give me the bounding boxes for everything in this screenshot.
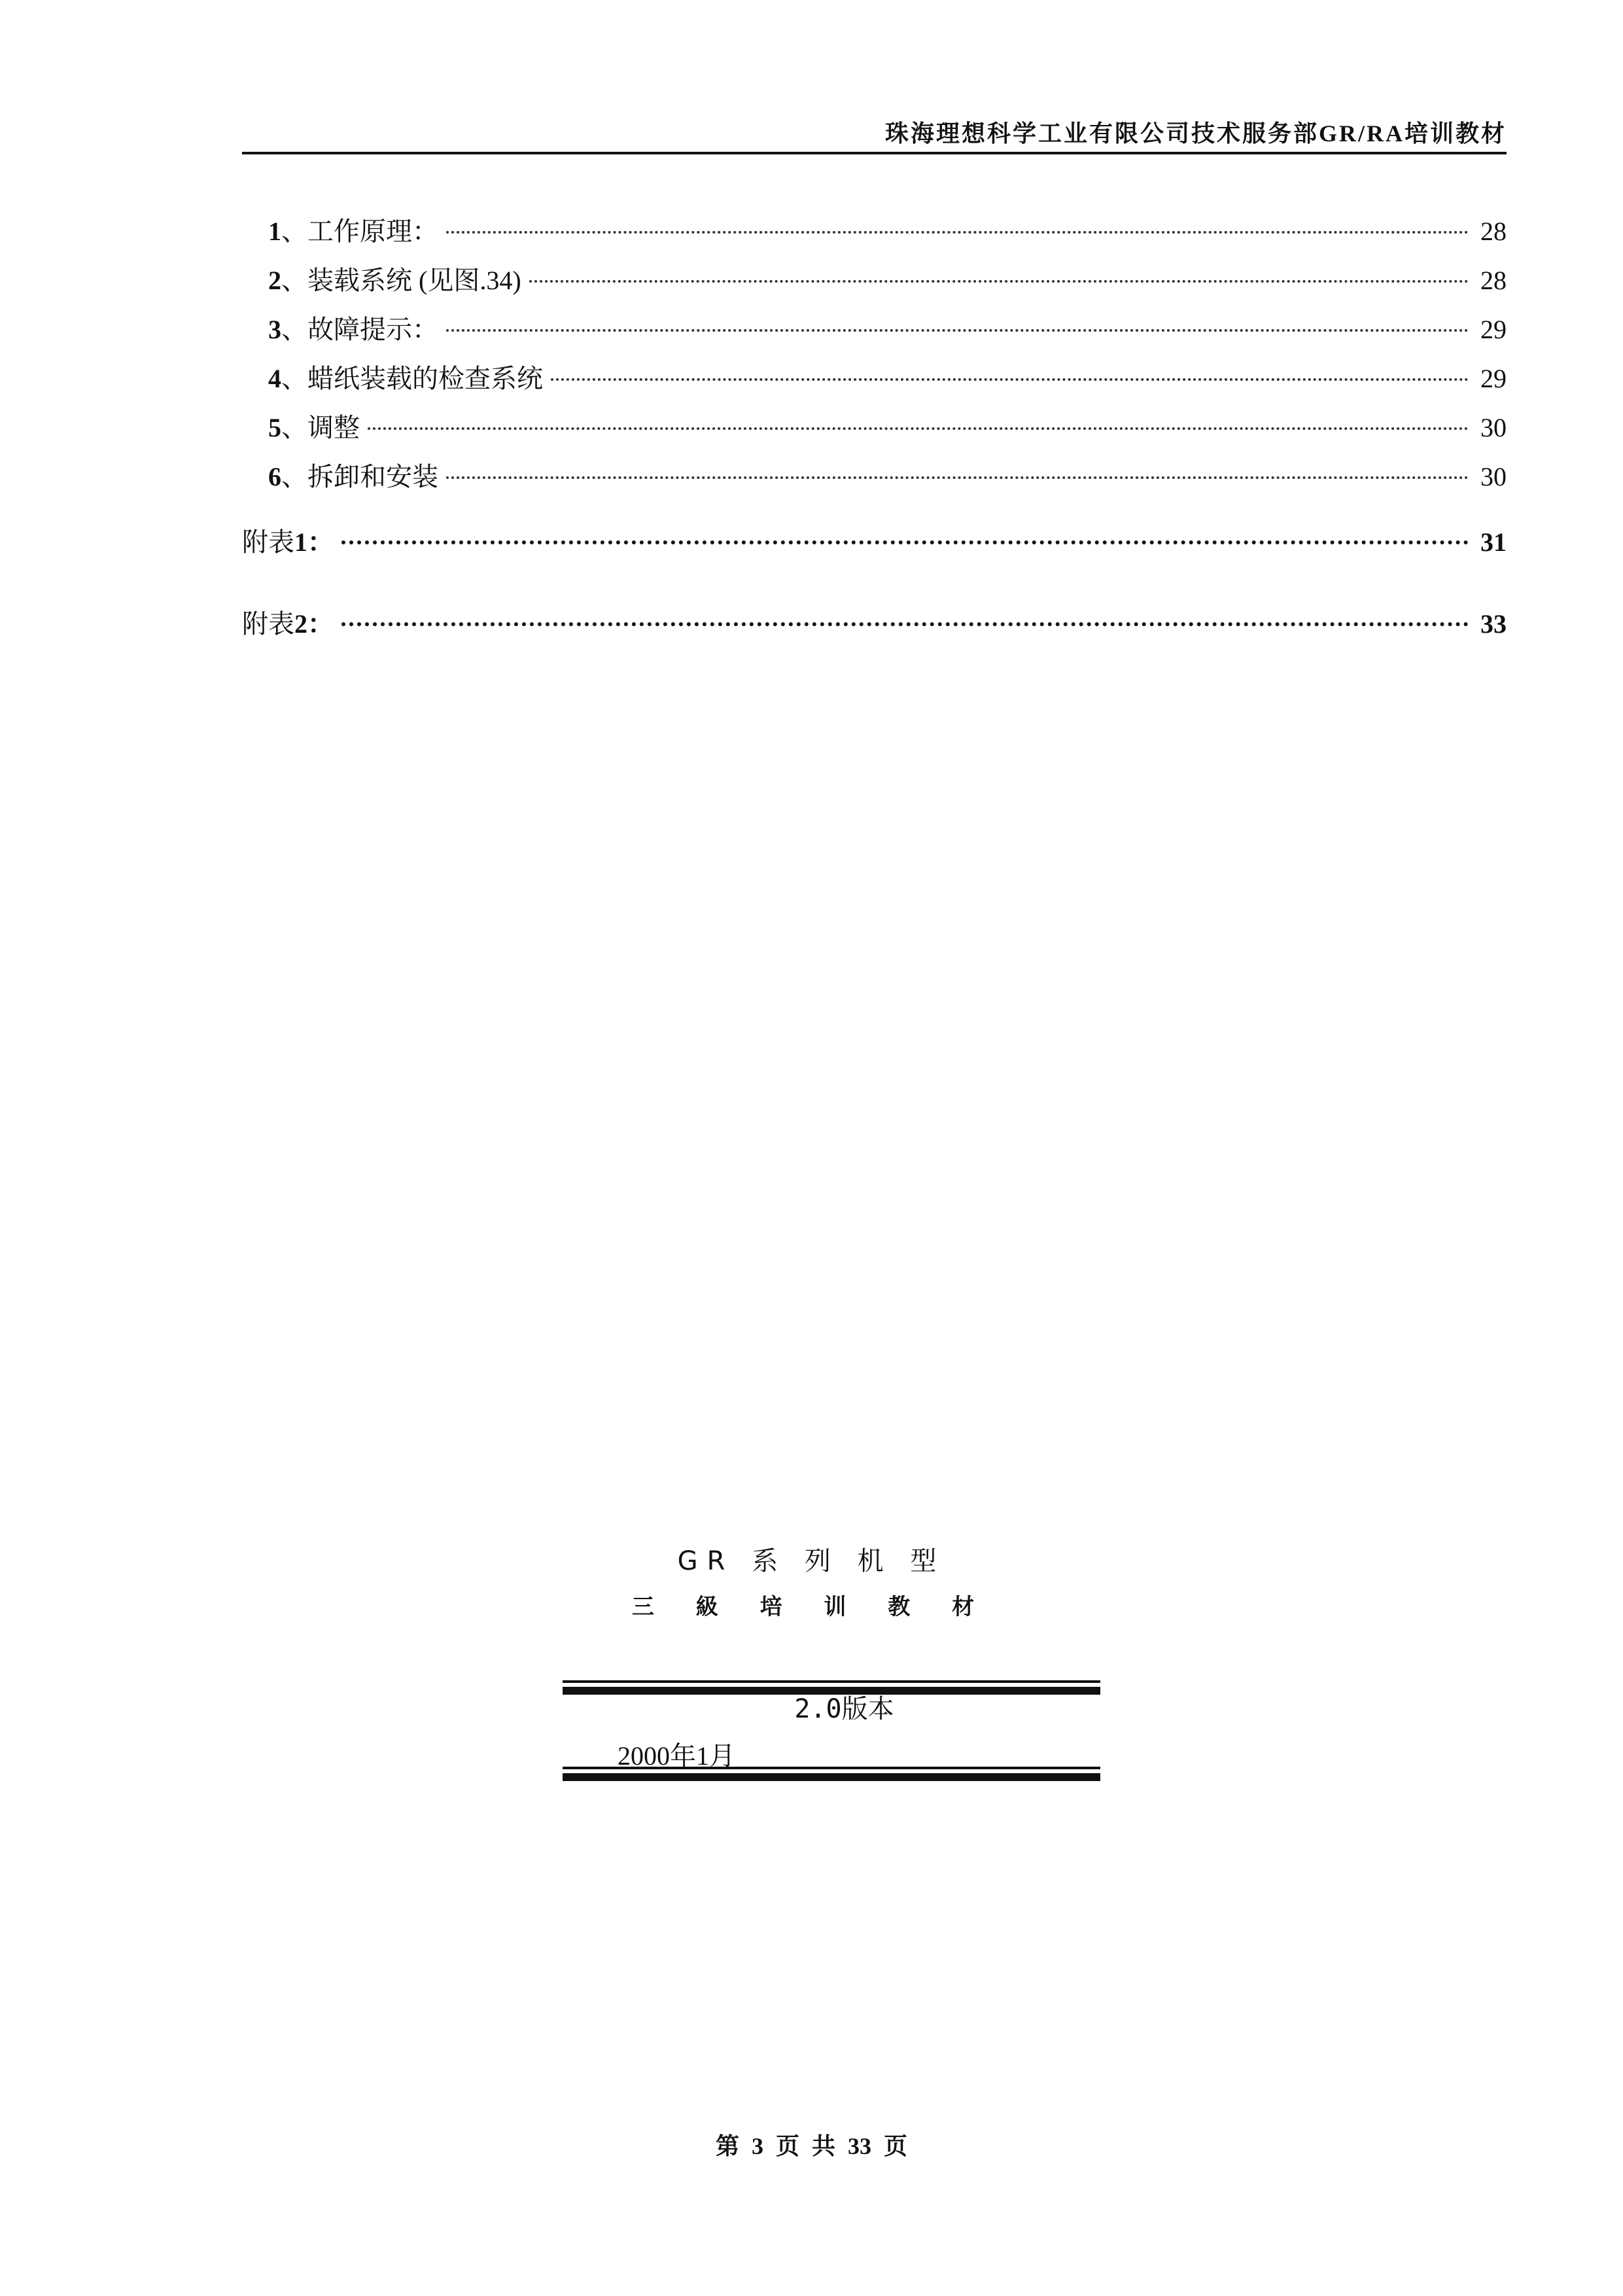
toc-entry-title: 、工作原理：: [281, 217, 438, 246]
toc-entry-number: 2: [268, 266, 281, 295]
toc-appendix-page: 31: [1480, 527, 1507, 557]
toc-appendix-page: 33: [1480, 609, 1507, 639]
table-of-contents: [242, 207, 1507, 665]
toc-entry-3[interactable]: [242, 305, 1507, 354]
toc-appendix-number: 2：: [294, 609, 334, 639]
toc-dot-leader: [529, 280, 1469, 283]
page-footer: 第 3 页 共 33 页: [715, 2133, 907, 2159]
toc-entry-page: 29: [1480, 315, 1507, 344]
toc-entry-number: 4: [268, 364, 281, 393]
rule-thick-line: [563, 1773, 1100, 1781]
toc-appendix-1[interactable]: [242, 501, 1507, 583]
cover-subtitle: 三 級 培 训 教 材: [631, 1594, 992, 1620]
toc-entry-title: 、调整: [281, 413, 360, 442]
toc-dot-leader: [446, 329, 1469, 332]
toc-appendix-label: 附表: [242, 527, 294, 557]
cover-date: 2000年1月: [618, 1741, 735, 1771]
toc-entry-number: 5: [268, 413, 281, 442]
toc-entry-page: 28: [1480, 266, 1507, 295]
toc-entry-page: 30: [1480, 413, 1507, 442]
toc-dot-leader: [446, 476, 1469, 479]
toc-entry-1[interactable]: [242, 207, 1507, 256]
toc-dot-leader: [551, 378, 1469, 381]
toc-entry-number: 6: [268, 462, 281, 491]
toc-appendix-number: 1：: [294, 527, 334, 557]
toc-entry-5[interactable]: [242, 403, 1507, 452]
header-rule: [242, 152, 1507, 154]
toc-entry-page: 30: [1480, 462, 1507, 491]
toc-entry-page: 29: [1480, 364, 1507, 393]
toc-dot-leader: [341, 540, 1469, 544]
toc-dot-leader: [341, 622, 1469, 626]
toc-entry-title: 、蜡纸装载的检查系统: [281, 364, 543, 393]
cover-version: 2.0版本: [794, 1694, 894, 1724]
toc-appendix-label: 附表: [242, 609, 294, 639]
running-header: 珠海理想科学工业有限公司技术服务部GR/RA培训教材: [885, 120, 1507, 147]
toc-entry-2[interactable]: [242, 256, 1507, 305]
cover-title: GR 系 列 机 型: [677, 1546, 946, 1576]
toc-entry-number: 3: [268, 315, 281, 344]
toc-entry-title: 、拆卸和安装: [281, 462, 438, 491]
toc-entry-number: 1: [268, 217, 281, 246]
cover-bottom-rule: [563, 1767, 1100, 1781]
toc-dot-leader: [446, 231, 1469, 234]
toc-entry-title: 、装载系统 (见图.34): [281, 266, 521, 295]
toc-entry-4[interactable]: [242, 354, 1507, 403]
toc-entry-6[interactable]: [242, 452, 1507, 501]
toc-dot-leader: [368, 427, 1469, 430]
toc-entry-page: 28: [1480, 217, 1507, 246]
toc-entry-title: 、故障提示：: [281, 315, 438, 344]
toc-appendix-2[interactable]: [242, 583, 1507, 665]
